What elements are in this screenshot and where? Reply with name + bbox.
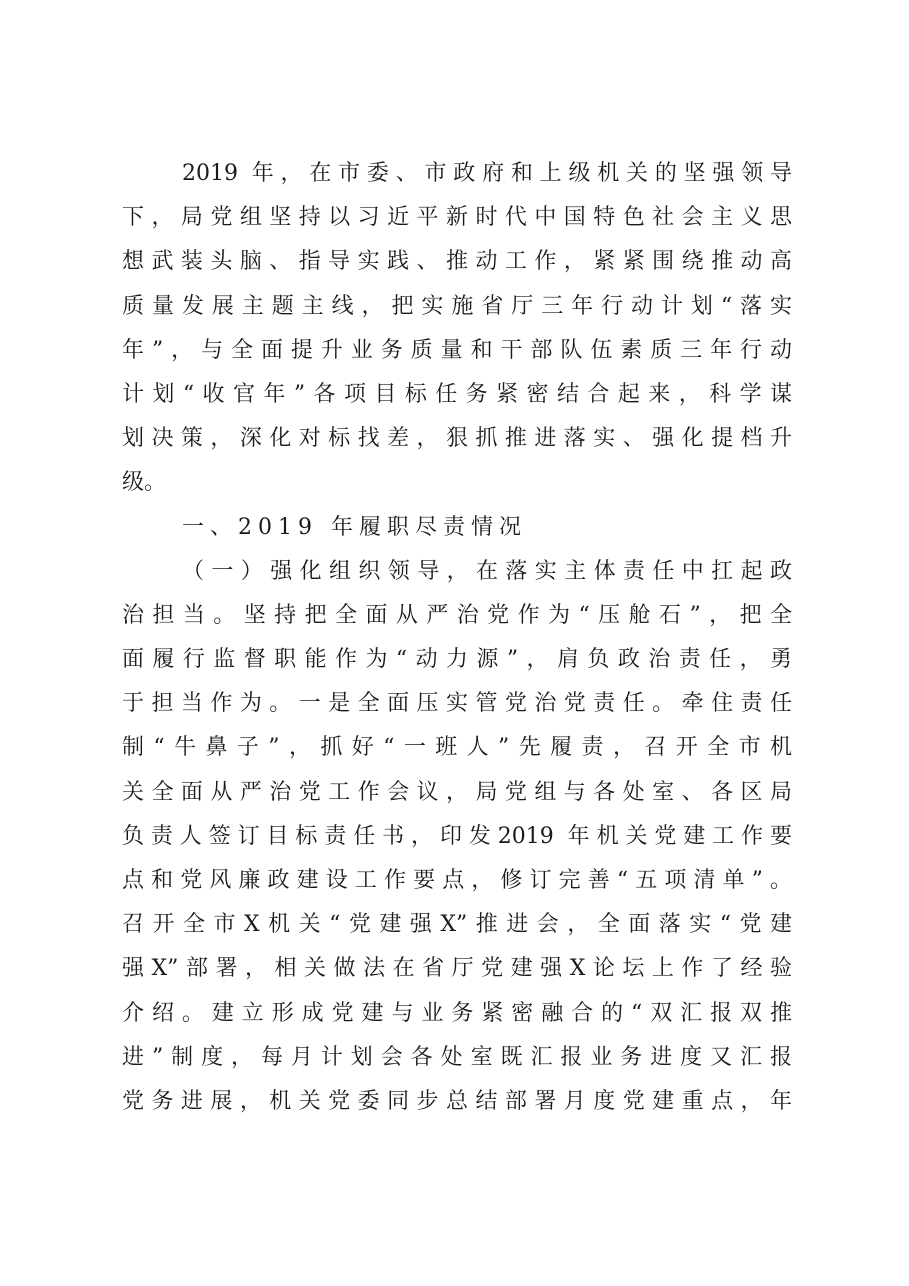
- paragraph-line: 强X”部署，相关做法在省厅党建强X论坛上作了经验: [122, 956, 792, 982]
- document-body: [122, 152, 792, 1124]
- paragraph-line: 质量发展主题主线，把实施省厅三年行动计划“落实: [122, 293, 792, 319]
- paragraph-line: 制“牛鼻子”，抓好“一班人”先履责，召开全市机: [122, 735, 792, 761]
- paragraph-line: 召开全市X机关“党建强X”推进会，全面落实“党建: [122, 912, 792, 938]
- section-heading: 一、2019 年履职尽责情况: [182, 514, 527, 540]
- paragraph-line: 关全面从严治党工作会议，局党组与各处室、各区局: [122, 779, 792, 805]
- paragraph-line: 于担当作为。一是全面压实管党治党责任。牵住责任: [122, 691, 792, 717]
- paragraph-line: 治担当。坚持把全面从严治党作为“压舱石”，把全: [122, 602, 792, 628]
- paragraph-line: 计划“收官年”各项目标任务紧密结合起来，科学谋: [122, 381, 792, 407]
- paragraph-line: （一）强化组织领导，在落实主体责任中扛起政: [182, 558, 792, 584]
- paragraph-line: 年”，与全面提升业务质量和干部队伍素质三年行动: [122, 337, 792, 363]
- paragraph-line: 面履行监督职能作为“动力源”，肩负政治责任，勇: [122, 647, 792, 673]
- paragraph-line: 想武装头脑、指导实践、推动工作，紧紧围绕推动高: [122, 249, 792, 275]
- paragraph-line: 负责人签订目标责任书，印发2019 年机关党建工作要: [122, 823, 792, 849]
- paragraph-line: 划决策，深化对标找差，狠抓推进落实、强化提档升: [122, 426, 792, 452]
- paragraph-line: 点和党风廉政建设工作要点，修订完善“五项清单”。: [122, 868, 792, 893]
- paragraph-line: 进”制度，每月计划会各处室既汇报业务进度又汇报: [122, 1044, 792, 1070]
- paragraph-line: 下，局党组坚持以习近平新时代中国特色社会主义思: [122, 205, 792, 231]
- paragraph-line: 介绍。建立形成党建与业务紧密融合的“双汇报双推: [122, 1000, 792, 1026]
- paragraph-line: 级。: [122, 470, 167, 496]
- paragraph-line: 党务进展，机关党委同步总结部署月度党建重点，年: [122, 1088, 792, 1114]
- paragraph-line: 2019 年，在市委、市政府和上级机关的坚强领导: [182, 161, 792, 186]
